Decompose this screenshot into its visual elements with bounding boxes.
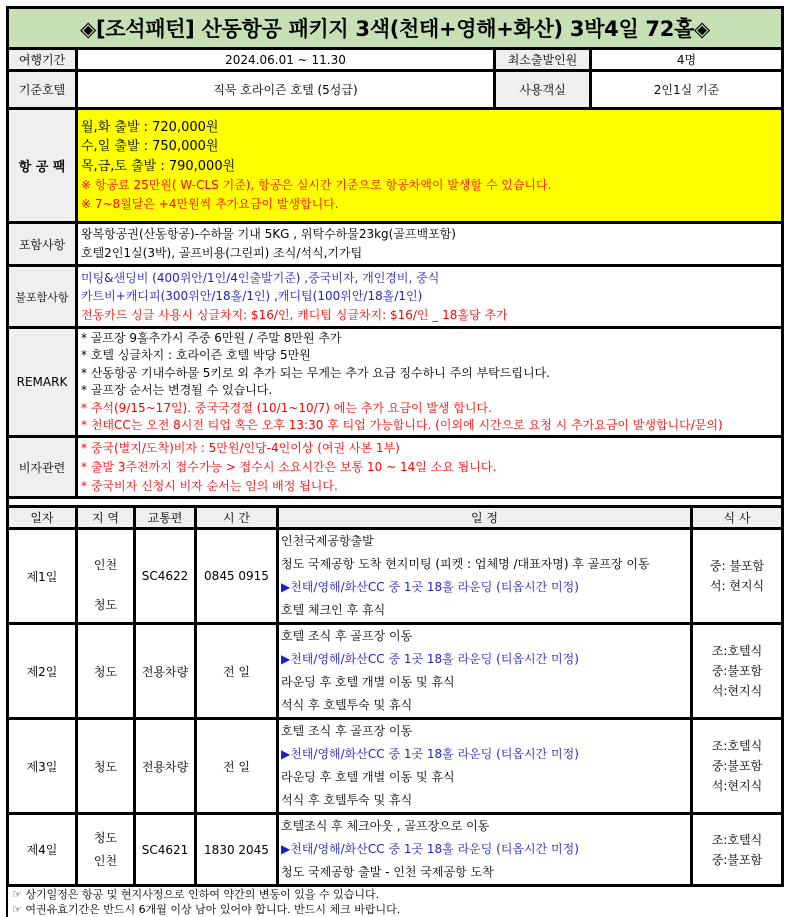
meal-cell — [692, 719, 783, 814]
transport-cell: SC4622 — [135, 529, 196, 624]
itinerary-row — [8, 814, 783, 886]
meal-cell — [692, 529, 783, 624]
header-meals: 식 사 — [692, 507, 783, 529]
excluded-label: 불포함사항 — [8, 266, 77, 328]
schedule-cell — [278, 719, 692, 814]
time-cell: 0845 0915 — [196, 529, 278, 624]
schedule-line: 호텔 체크인 후 휴식 — [281, 603, 386, 618]
remark-line: * 골프장 9홀추가시 주중 6만원 / 주말 8만원 추가 — [81, 331, 342, 345]
region-top: 청도 — [93, 830, 118, 845]
airfare-label: 항 공 팩 — [8, 109, 77, 223]
remark-label: REMARK — [8, 328, 77, 437]
included-line: 호텔2인1실(3박), 골프비용(그린피) 조식/석식,기가팁 — [81, 246, 363, 260]
meal-cell — [692, 624, 783, 719]
schedule-line-golf: ▶천태/영해/화산CC 중 1곳 18홀 라운딩 (티옵시간 미정) — [281, 842, 579, 857]
period-label: 여행기간 — [8, 49, 77, 71]
visa-line: * 출발 3주전까지 접수가능 > 접수시 소요시간은 보통 10 ~ 14일 소요 됩니다. — [81, 460, 497, 475]
transport-cell: 전용차량 — [135, 719, 196, 814]
excluded-line: 미팅&샌딩비 (400위안/1인/4인출발기준) ,중국비자, 개인경비, 중식 — [81, 270, 440, 285]
schedule-line-golf: ▶천태/영해/화산CC 중 1곳 18홀 라운딩 (티옵시간 미정) — [281, 747, 579, 762]
region-cell — [77, 529, 135, 624]
hotel-label: 기준호텔 — [8, 71, 77, 109]
transport-cell: 전용차량 — [135, 624, 196, 719]
remark-line: * 추석(9/15~17일). 중국국경절 (10/1~10/7) 에는 추가 요금이 발생 합니다. — [81, 400, 492, 415]
visa-section — [77, 437, 783, 498]
schedule-cell — [278, 529, 692, 624]
meal-line: 중: 불포함 — [709, 559, 765, 574]
itinerary-row — [8, 529, 783, 624]
meal-line: 석:현지식 — [711, 684, 763, 699]
meal-line: 중:불포함 — [711, 664, 763, 679]
header-day: 일자 — [8, 507, 77, 529]
price-line: 월,화 출발 : 720,000원 — [81, 119, 219, 135]
remark-section — [77, 328, 783, 437]
day-cell: 제4일 — [8, 814, 77, 886]
room-value: 2인1실 기준 — [591, 71, 783, 109]
region-cell — [77, 814, 135, 886]
hotel-value: 직묵 호라이즌 호텔 (5성급) — [77, 71, 495, 109]
schedule-line-golf: ▶천태/영해/화산CC 중 1곳 18홀 라운딩 (티옵시간 미정) — [281, 580, 579, 595]
period-value: 2024.06.01 ~ 11.30 — [77, 49, 495, 71]
schedule-line: 인천국제공항출발 — [281, 534, 374, 549]
meal-cell — [692, 814, 783, 886]
excluded-line: 카트비+캐디피(300위안/18홀/1인) ,캐디팁(100위안/18홀/1인) — [81, 289, 423, 304]
schedule-line-golf: ▶천태/영해/화산CC 중 1곳 18홀 라운딩 (티옵시간 미정) — [281, 652, 579, 667]
spacer-row — [8, 498, 783, 507]
schedule-cell — [278, 624, 692, 719]
remark-line: * 골프장 순서는 변경될 수 있습니다. — [81, 383, 273, 398]
airfare-note: ※ 항공료 25만원( W-CLS 기준), 항공은 실시간 기준으로 항공차액이 발생할 수 있습니다. — [81, 178, 552, 193]
day-cell: 제2일 — [8, 624, 77, 719]
airfare-note: ※ 7~8월달은 +4만원씩 추가요금이 발생합니다. — [81, 196, 339, 211]
header-schedule: 일 정 — [278, 507, 692, 529]
region-bottom: 인천 — [93, 853, 118, 868]
meal-line: 조:호텔식 — [711, 832, 763, 847]
meal-line: 조:호텔식 — [711, 644, 763, 659]
meal-line: 석: 현지식 — [709, 579, 765, 594]
page-title: ◈[조석패턴] 산동항공 패키지 3색(천태+영해+화산) 3박4일 72홀◈ — [8, 8, 783, 49]
schedule-line: 호텔 조식 후 골프장 이동 — [281, 724, 413, 739]
included-line: 왕복항공권(산동항공)-수하물 기내 5KG , 위탁수하물23kg(골프백포함) — [81, 227, 456, 242]
schedule-line: 석식 후 호텔투숙 및 휴식 — [281, 698, 413, 713]
visa-line: * 중국(별지/도착)비자 : 5만원/인당-4인이상 (여권 사본 1부) — [81, 441, 400, 456]
itinerary-row — [8, 719, 783, 814]
time-cell: 전 일 — [196, 624, 278, 719]
schedule-line: 호텔 조식 후 골프장 이동 — [281, 629, 413, 644]
schedule-line: 호텔조식 후 체크아웃 , 골프장으로 이동 — [281, 819, 490, 834]
meal-line: 중:불포함 — [711, 759, 763, 774]
min-people-label: 최소출발인원 — [495, 49, 591, 71]
schedule-line: 석식 후 호텔투숙 및 휴식 — [281, 793, 413, 808]
remark-line: * 천태CC는 오전 8시전 티업 혹은 오후 13:30 후 티업 가능합니다. (이외에 시간으로 요청 시 추가요금이 발생합니다/문의) — [81, 418, 723, 433]
itinerary-row — [8, 624, 783, 719]
region-cell: 청도 — [77, 624, 135, 719]
meal-line: 중:불포함 — [711, 852, 763, 867]
time-cell: 1830 2045 — [196, 814, 278, 886]
day-cell: 제1일 — [8, 529, 77, 624]
schedule-line: 라운딩 후 호텔 개별 이동 및 휴식 — [281, 770, 455, 785]
schedule-line: 라운딩 후 호텔 개별 이동 및 휴식 — [281, 675, 455, 690]
price-line: 수,일 출발 : 750,000원 — [81, 139, 219, 155]
included-label: 포함사항 — [8, 223, 77, 266]
itinerary-header — [8, 507, 783, 529]
region-top: 인천 — [93, 558, 118, 573]
region-bottom: 청도 — [93, 598, 118, 613]
visa-line: * 중국비자 신청시 비자 순서는 임의 배정 됩니다. — [81, 478, 338, 493]
included-section — [77, 223, 783, 266]
visa-label: 비자관련 — [8, 437, 77, 498]
schedule-cell — [278, 814, 692, 886]
package-document — [6, 6, 781, 917]
footer-note: ☞ 여권유효기간은 반드시 6개월 이상 남아 있어야 합니다. 반드시 체크 바랍니다. — [12, 903, 401, 917]
footer-notes — [6, 887, 781, 917]
meal-line: 조:호텔식 — [711, 739, 763, 754]
price-line: 목,금,토 출발 : 790,000원 — [81, 158, 236, 174]
excluded-line: 전동카드 싱글 사용시 싱글차지: $16/인, 캐디팁 싱글차지: $16/인 _ 18홀당 추가 — [81, 307, 508, 322]
remark-line: * 산동항공 기내수하물 5키로 외 추가 되는 무게는 추가 요금 징수하니 주의 부탁드립니다. — [81, 365, 550, 380]
day-cell: 제3일 — [8, 719, 77, 814]
room-label: 사용객실 — [495, 71, 591, 109]
meal-line: 석:현지식 — [711, 779, 763, 794]
header-time: 시 간 — [196, 507, 278, 529]
header-transport: 교통편 — [135, 507, 196, 529]
package-info-table — [6, 6, 784, 499]
transport-cell: SC4621 — [135, 814, 196, 886]
region-cell: 청도 — [77, 719, 135, 814]
time-cell: 전 일 — [196, 719, 278, 814]
remark-line: * 호텔 싱글차지 : 호라이즌 호텔 박당 5만원 — [81, 348, 311, 363]
min-people-value: 4명 — [591, 49, 783, 71]
header-region: 지 역 — [77, 507, 135, 529]
itinerary-table — [6, 496, 784, 887]
schedule-line: 청도 국제공항 출발 - 인천 국제공항 도착 — [281, 865, 494, 880]
airfare-section — [77, 109, 783, 223]
schedule-line: 청도 국제공항 도착 현지미팅 (피켓 : 업체명 /대표자명) 후 골프장 이동 — [281, 557, 650, 572]
excluded-section — [77, 266, 783, 328]
footer-note: ☞ 상기일정은 항공 및 현지사정으로 인하여 약간의 변동이 있을 수 있습니다. — [12, 888, 380, 902]
